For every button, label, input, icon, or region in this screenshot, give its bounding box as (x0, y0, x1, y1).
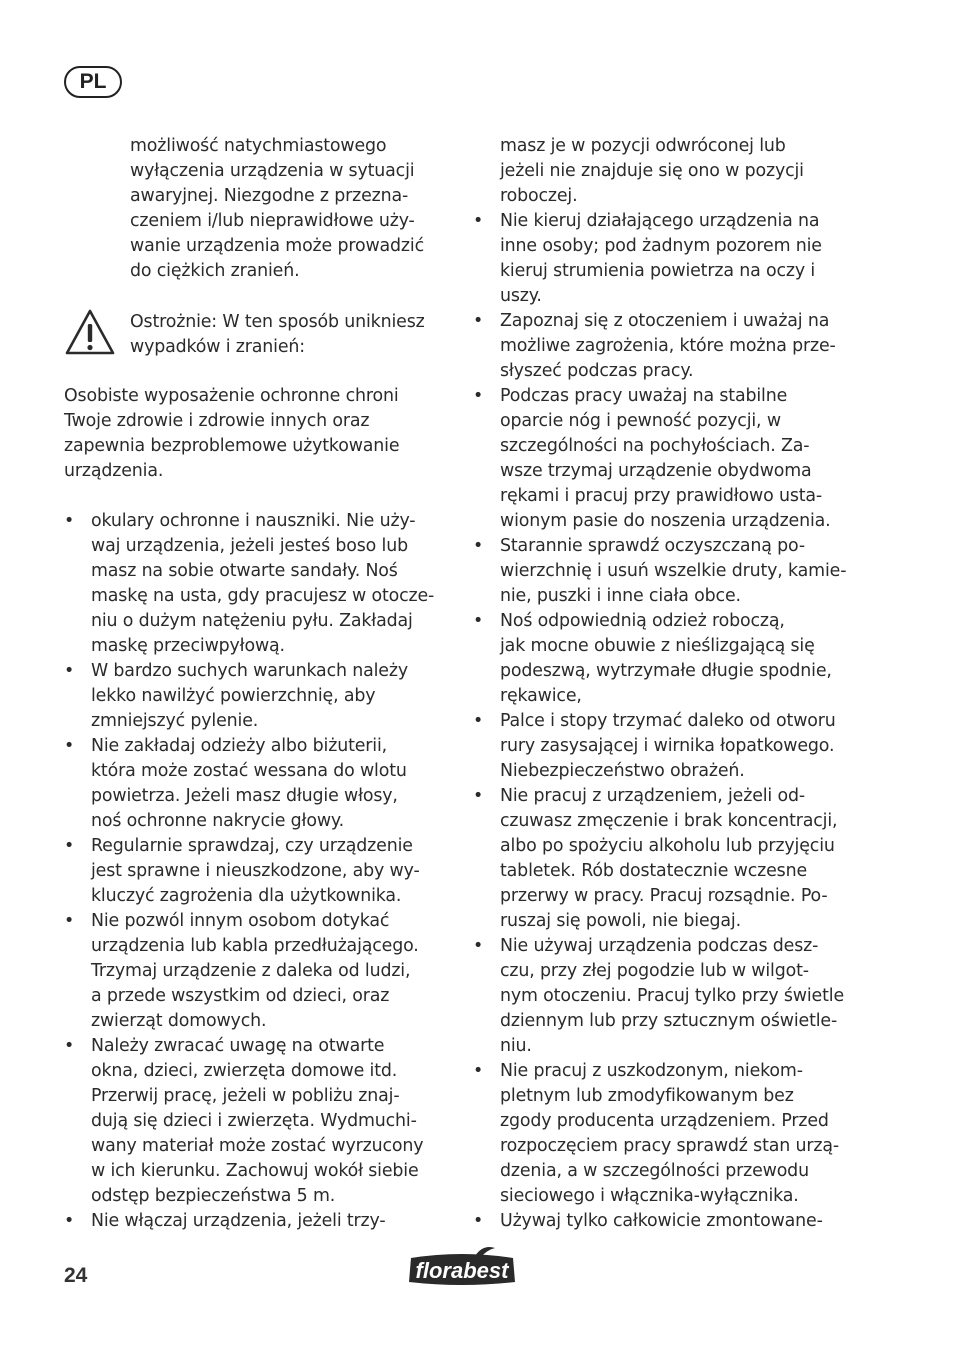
text-line: dują się dzieci i zwierzęta. Wydmuchi- (91, 1111, 417, 1131)
text-line: Nie używaj urządzenia podczas desz- (500, 936, 819, 956)
bullet-dot-icon: • (473, 711, 484, 731)
text-line: wyłączenia urządzenia w sytuacji (130, 161, 415, 181)
text-line: nym otoczeniu. Pracuj tylko przy świetle (500, 986, 844, 1006)
text-line: nie, puszki i inne ciała obce. (500, 586, 741, 606)
list-item (473, 384, 846, 534)
list-item (473, 534, 846, 609)
text-line: wsze trzymaj urządzenie obydwoma (500, 461, 812, 481)
list-item (64, 509, 434, 659)
text-line: jest sprawne i nieuszkodzone, aby wy- (91, 861, 420, 881)
left-bullet-list (64, 509, 434, 1234)
text-line: urządzenia. (64, 461, 164, 481)
bullet-dot-icon: • (473, 211, 484, 231)
list-item (473, 1059, 846, 1209)
text-line: uszy. (500, 286, 542, 306)
bullet-dot-icon: • (473, 386, 484, 406)
list-item (473, 934, 846, 1059)
text-line: dzenia, a w szczególności przewodu (500, 1161, 809, 1181)
text-line: a przede wszystkim od dzieci, oraz (91, 986, 390, 1006)
text-line: słyszeć podczas pracy. (500, 361, 694, 381)
text-line: zgody producenta urządzeniem. Przed (500, 1111, 829, 1131)
text-line: wanie urządzenia może prowadzić (130, 236, 424, 256)
text-line: niu o dużym natężeniu pyłu. Zakładaj (91, 611, 413, 631)
text-line: wypadków i zranień: (130, 337, 305, 357)
text-line: kieruj strumienia powietrza na oczy i (500, 261, 816, 281)
text-line: rękami i pracuj przy prawidłowo usta- (500, 486, 823, 506)
text-line: waj urządzenia, jeżeli jesteś boso lub (91, 536, 408, 556)
text-line: Nie włączaj urządzenia, jeżeli trzy- (91, 1211, 386, 1231)
text-line: jak mocne obuwie z nieślizgającą się (500, 636, 815, 656)
bullet-dot-icon: • (64, 511, 75, 531)
text-line: Zapoznaj się z otoczeniem i uważaj na (500, 311, 830, 331)
bullet-dot-icon: • (473, 786, 484, 806)
text-line: rury zasysającej i wirnika łopatkowego. (500, 736, 835, 756)
text-line: oparcie nóg i pewność pozycji, w (500, 411, 781, 431)
text-line: czu, przy złej pogodzie lub w wilgot- (500, 961, 809, 981)
text-line: tabletek. Rób dostatecznie wczesne (500, 861, 807, 881)
bullet-dot-icon: • (64, 736, 75, 756)
text-line: podeszwą, wytrzymałe długie spodnie, (500, 661, 832, 681)
bullet-dot-icon: • (64, 1036, 75, 1056)
intro-paragraph (130, 134, 424, 284)
text-line: rękawice, (500, 686, 582, 706)
text-line: szczególności na pochyłościach. Za- (500, 436, 810, 456)
text-line: czeniem i/lub nieprawidłowe uży- (130, 211, 415, 231)
text-line: rozpoczęciem pracy sprawdź stan urzą- (500, 1136, 839, 1156)
text-line: wany materiał może zostać wyrzucony (91, 1136, 424, 1156)
text-line: inne osoby; pod żadnym pozorem nie (500, 236, 822, 256)
text-line: Ostrożnie: W ten sposób unikniesz (130, 312, 425, 332)
bullet-dot-icon: • (64, 911, 75, 931)
text-line: okna, dzieci, zwierzęta domowe itd. (91, 1061, 398, 1081)
continuation-paragraph (500, 134, 804, 209)
text-line: zwierząt domowych. (91, 1011, 267, 1031)
language-badge: PL (64, 66, 122, 98)
text-line: zmniejszyć pylenie. (91, 711, 259, 731)
text-line: Przerwij pracę, jeżeli w pobliżu znaj- (91, 1086, 400, 1106)
text-line: jeżeli nie znajduje się ono w pozycji (500, 161, 804, 181)
text-line: Podczas pracy uważaj na stabilne (500, 386, 788, 406)
list-item (64, 734, 434, 834)
warning-paragraph (130, 310, 425, 360)
text-line: Twoje zdrowie i zdrowie innych oraz (64, 411, 370, 431)
text-line: lekko nawilżyć powierzchnię, aby (91, 686, 376, 706)
text-line: W bardzo suchych warunkach należy (91, 661, 408, 681)
text-line: Niebezpieczeństwo obrażeń. (500, 761, 745, 781)
text-line: sieciowego i włącznika-wyłącznika. (500, 1186, 799, 1206)
text-line: Regularnie sprawdzaj, czy urządzenie (91, 836, 413, 856)
list-item (64, 659, 434, 734)
text-line: kluczyć zagrożenia dla użytkownika. (91, 886, 402, 906)
bullet-dot-icon: • (64, 1211, 75, 1231)
bullet-dot-icon: • (473, 936, 484, 956)
list-item (473, 709, 846, 784)
bullet-dot-icon: • (473, 611, 484, 631)
text-line: w ich kierunku. Zachowuj wokół siebie (91, 1161, 419, 1181)
list-item (64, 1034, 434, 1209)
text-line: roboczej. (500, 186, 578, 206)
bullet-dot-icon: • (473, 1061, 484, 1081)
text-line: odstęp bezpieczeństwa 5 m. (91, 1186, 336, 1206)
text-line: Nie pozwól innym osobom dotykać (91, 911, 390, 931)
text-line: ruszaj się powoli, nie biegaj. (500, 911, 741, 931)
bullet-dot-icon: • (64, 836, 75, 856)
bullet-dot-icon: • (473, 536, 484, 556)
text-line: masz je w pozycji odwróconej lub (500, 136, 786, 156)
text-line: przerwy w pracy. Pracuj rozsądnie. Po- (500, 886, 828, 906)
text-line: pletnym lub zmodyfikowanym bez (500, 1086, 794, 1106)
text-line: dziennym lub przy sztucznym oświetle- (500, 1011, 838, 1031)
text-line: maskę na usta, gdy pracujesz w otocze- (91, 586, 435, 606)
text-line: Starannie sprawdź oczyszczaną po- (500, 536, 805, 556)
list-item (473, 609, 846, 709)
text-line: maskę przeciwpyłową. (91, 636, 285, 656)
list-item (473, 784, 846, 934)
text-line: powietrza. Jeżeli masz długie włosy, (91, 786, 398, 806)
list-item (473, 209, 846, 309)
text-line: noś ochronne nakrycie głowy. (91, 811, 344, 831)
florabest-logo (405, 1244, 519, 1288)
warning-triangle-icon (64, 308, 116, 356)
bullet-dot-icon: • (473, 1211, 484, 1231)
text-line: albo po spożyciu alkoholu lub przyjęciu (500, 836, 835, 856)
text-line: niu. (500, 1036, 532, 1056)
text-line: wionym pasie do noszenia urządzenia. (500, 511, 831, 531)
text-line: możliwe zagrożenia, które można prze- (500, 336, 836, 356)
text-line: Palce i stopy trzymać daleko od otworu (500, 711, 836, 731)
text-line: okulary ochronne i nauszniki. Nie uży- (91, 511, 416, 531)
list-item (64, 909, 434, 1034)
list-item (64, 834, 434, 909)
text-line: Nie pracuj z uszkodzonym, niekom- (500, 1061, 803, 1081)
text-line: która może zostać wessana do wlotu (91, 761, 407, 781)
bullet-dot-icon: • (473, 311, 484, 331)
text-line: urządzenia lub kabla przedłużającego. (91, 936, 419, 956)
text-line: Osobiste wyposażenie ochronne chroni (64, 386, 399, 406)
text-line: zapewnia bezproblemowe użytkowanie (64, 436, 400, 456)
text-line: wierzchnię i usuń wszelkie druty, kamie- (500, 561, 847, 581)
text-line: Trzymaj urządzenie z daleka od ludzi, (91, 961, 411, 981)
text-line: Używaj tylko całkowicie zmontowane- (500, 1211, 823, 1231)
text-line: Nie kieruj działającego urządzenia na (500, 211, 820, 231)
text-line: Należy zwracać uwagę na otwarte (91, 1036, 385, 1056)
list-item (64, 1209, 434, 1234)
brand-wordmark: florabest (415, 1258, 509, 1283)
text-line: Nie pracuj z urządzeniem, jeżeli od- (500, 786, 805, 806)
list-item (473, 1209, 846, 1234)
text-line: Noś odpowiednią odzież roboczą, (500, 611, 785, 631)
list-item (473, 309, 846, 384)
text-line: czuwasz zmęczenie i brak koncentracji, (500, 811, 838, 831)
text-line: do ciężkich zranień. (130, 261, 300, 281)
text-line: masz na sobie otwarte sandały. Noś (91, 561, 398, 581)
text-line: Nie zakładaj odzieży albo biżuterii, (91, 736, 388, 756)
text-line: możliwość natychmiastowego (130, 136, 387, 156)
ppe-paragraph (64, 384, 399, 484)
page-number: 24 (64, 1264, 88, 1287)
bullet-dot-icon: • (64, 661, 75, 681)
right-bullet-list (473, 209, 846, 1234)
text-line: awaryjnej. Niezgodne z przezna- (130, 186, 409, 206)
